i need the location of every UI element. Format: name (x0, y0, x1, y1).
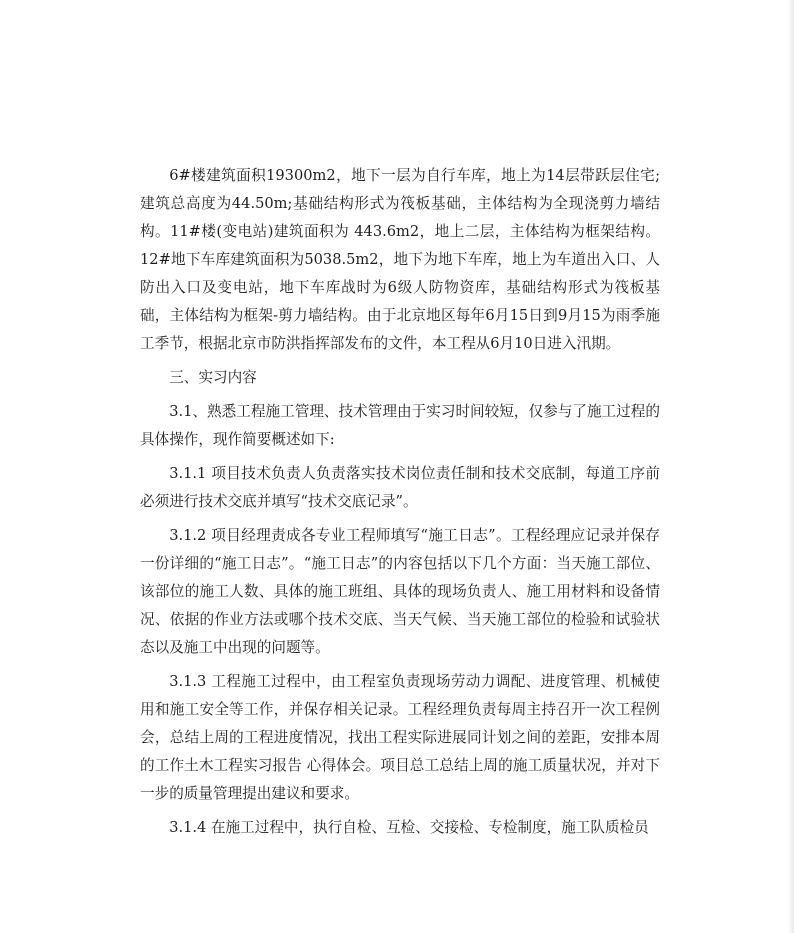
paragraph-project-overview: 6#楼建筑面积19300m2，地下一层为自行车库，地上为14层带跃层住宅;建筑总高度为44.50m;基础结构形式为筏板基础，主体结构为全现浇剪力墙结构。11#楼(变电站)建筑面积为 443.6m2，地上二层，主体结构为框架结构。12#地下车库建筑面积为5038.5m2，地下为地下车库，地上为车道出入口、人防出入口及变电站，地下车库战时为6级人防物资库，基础结构形式为筏板基础，主体结构为框架-剪力墙结构。由于北京地区每年6月15日到9月15为雨季施工季节，根据北京市防洪指挥部发布的文件，本工程从6月10日进入汛期。 (140, 167, 660, 352)
paragraph-3-1-4: 3.1.4 在施工过程中，执行自检、互检、交接检、专检制度，施工队质检员 (169, 819, 649, 836)
paragraph-3-1: 3.1、熟悉工程施工管理、技术管理由于实习时间较短，仅参与了施工过程的具体操作，现作简要概述如下: (140, 403, 660, 448)
paragraph-3-1-1: 3.1.1 项目技术负责人负责落实技术岗位责任制和技术交底制，每道工序前必须进行技术交底并填写“技术交底记录”。 (140, 465, 660, 510)
paragraph-3-1-2: 3.1.2 项目经理责成各专业工程师填写“施工日志”。工程经理应记录并保存一份详细的“施工日志”。“施工日志”的内容包括以下几个方面：当天施工部位、该部位的施工人数、具体的施工班组、具体的现场负责人、施工用材料和设备情况、依据的作业方法或哪个技术交底、当天气候、当天施工部位的检验和试验状态以及施工中出现的问题等。 (140, 527, 660, 656)
paragraph-3-1-3: 3.1.3 工程施工过程中，由工程室负责现场劳动力调配、进度管理、机械使用和施工安全等工作，并保存相关记录。工程经理负责每周主持召开一次工程例会，总结上周的工程进度情况，找出工程实际进展同计划之间的差距，安排本周的工作土木工程实习报告 心得体会。项目总工总结上周的施工质量状况，并对下一步的质量管理提出建议和要求。 (140, 673, 660, 802)
document-body (140, 162, 660, 848)
section-heading-internship-content: 三、实习内容 (169, 369, 257, 386)
page-edge-shadow (788, 0, 794, 933)
